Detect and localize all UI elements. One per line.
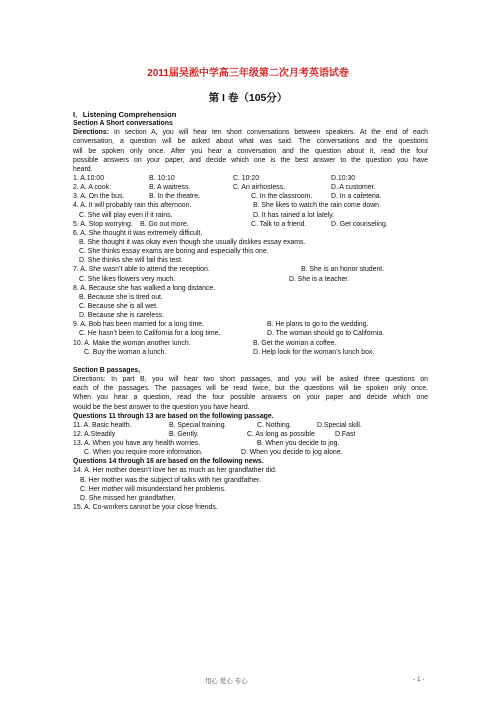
option-a: 9. A. Bob has been married for a long time. — [73, 321, 204, 329]
option-c: C. Nothing. — [257, 421, 292, 429]
option-a: 13. A. When you have any health worries. — [73, 440, 201, 448]
question-6-option: B. She thought it was okay even though she usually dislikes essay exams. — [79, 238, 306, 246]
section-b-directions-line: each of the passages. The passages will be read twice, but the questions will be spoken only once. — [73, 385, 428, 393]
question-10-cont — [73, 348, 428, 357]
question-10 — [73, 339, 428, 348]
question-14-option: C. Her mother will misunderstand her problems. — [80, 485, 226, 493]
option-c: C. He hasn’t been to California for a long time. — [79, 330, 221, 338]
option-c: C. She will play even if it rains. — [79, 211, 173, 219]
option-a: 12. A.Steadily — [73, 430, 116, 438]
option-d: D. A customer. — [331, 184, 376, 192]
option-b: B. In the theatre. — [149, 193, 200, 201]
part-heading: 第 I 卷（105分） — [208, 92, 288, 104]
option-d: D. In a cafeteria. — [331, 193, 382, 201]
option-b: B. He plans to go to the wedding. — [267, 321, 369, 329]
section-a-heading: Section A Short conversations — [73, 120, 173, 128]
section-a-directions-line: heard. — [73, 165, 93, 173]
option-a: 4. A. It will probably rain this afternoon. — [73, 202, 192, 210]
section-b-directions-line: When you hear a question, read the four possible answers on your paper and decide which one — [73, 394, 428, 402]
option-d: D. When you decide to jog alone. — [241, 449, 343, 457]
question-6-option: C. She thinks essay exams are boring and especially this one. — [79, 248, 269, 256]
option-d: D. Get counseling. — [331, 220, 388, 228]
spacer — [73, 357, 428, 366]
section-a-directions-line: Directions: In section A, you will hear ten short conversations between speakers. At the end of each — [73, 129, 428, 137]
question-4 — [73, 201, 428, 210]
listening-heading: I．Listening Comprehension — [73, 110, 177, 119]
option-b: B. Go out more. — [140, 220, 189, 228]
option-b: B. Special training. — [169, 421, 227, 429]
document-body — [73, 110, 428, 512]
question-14-option: D. She missed her grandfather. — [80, 494, 176, 502]
question-13-cont — [73, 448, 428, 457]
question-7 — [73, 265, 428, 274]
question-6-option: D. She thinks she will fail this test. — [79, 257, 183, 265]
question-14-option: B. Her mother was the subject of talks with her grandfather. — [80, 476, 261, 484]
option-c: C. As long as possible — [247, 430, 315, 438]
option-a: 11. A. Basic health. — [73, 421, 132, 429]
option-b: B. She likes to watch the rain come down — [253, 202, 380, 210]
option-c: C. When you require more information. — [84, 449, 203, 457]
question-9 — [73, 320, 428, 329]
question-6: 6. A. She thought it was extremely difficult. — [73, 229, 203, 237]
section-b-heading: Section B passages, — [73, 366, 141, 374]
option-a: 7. A. She wasn’t able to attend the reception. — [73, 266, 210, 274]
option-a: 10. A. Make the woman another lunch. — [73, 339, 191, 347]
option-d: D. It has rained a lot lately. — [253, 211, 335, 219]
section-a-directions-line: conversation, a question will be asked about what was said. The conversations and the questions — [73, 138, 428, 146]
question-8: 8. A. Because she has walked a long distance. — [73, 284, 216, 292]
question-8-option: D. Because she is careless. — [79, 312, 165, 320]
option-d: D.Special skill. — [317, 421, 362, 429]
option-d: D.10:30 — [331, 174, 356, 182]
question-group-heading: Questions 11 through 13 are based on the following passage. — [73, 412, 274, 420]
document-title: 2011届吴淞中学高三年级第二次月考英语试卷 — [147, 68, 349, 79]
directions-label: Directions: — [73, 129, 109, 137]
section-a-directions-line: possible answers on your paper, and decide which one is the best answer to the question you have — [73, 156, 428, 164]
page-number: - 1 - — [413, 676, 425, 683]
option-d: D. The woman should go to California. — [267, 330, 385, 338]
footer-motto: 用心 爱心 专心 — [205, 678, 248, 685]
section-b-directions-line: Directions: In part B, you will hear two short passages, and you will be asked three questions on — [73, 376, 428, 384]
section-b-directions-line: would be the best answer to the question you have heard. — [73, 403, 250, 411]
option-b: B. 10:10 — [149, 174, 175, 182]
option-d: D. She is a teacher. — [289, 275, 350, 283]
section-a-directions-line: will be spoken only once. After you hear a conversation and the question about it, read the four — [73, 147, 428, 155]
option-c: C. Buy the woman a lunch. — [84, 348, 167, 356]
option-d: D. Help look for the woman’s lunch box. — [253, 348, 375, 356]
question-4-cont — [73, 211, 428, 220]
question-8-option: B. Because she is tired out. — [79, 293, 163, 301]
question-13 — [73, 439, 428, 448]
question-12 — [73, 430, 428, 439]
question-15: 15. A. Co-workers cannot be your close friends. — [73, 504, 218, 512]
option-a: 2. A. A cook. — [73, 184, 111, 192]
option-c: C. An airhostess. — [233, 184, 286, 192]
option-c: C. She likes flowers very much. — [79, 275, 176, 283]
option-a: 3. A. On the bus. — [73, 193, 125, 201]
option-b: B. She is an honor student. — [301, 266, 385, 274]
option-c: C. 10:20 — [233, 174, 260, 182]
option-b: B. Gently. — [169, 430, 199, 438]
question-9-cont — [73, 329, 428, 338]
option-c: C. In the classroom. — [251, 193, 313, 201]
option-a: 1. A.10:00 — [73, 174, 105, 182]
option-d: D.Fast — [335, 430, 356, 438]
option-a: 5. A. Stop worrying. — [73, 220, 133, 228]
question-5 — [73, 220, 428, 229]
option-b: B. Get the woman a coffee. — [253, 339, 337, 347]
question-1 — [73, 174, 428, 183]
question-14: 14. A. Her mother doesn’t love her as much as her grandfather did. — [73, 467, 277, 475]
option-b: B. When you decide to jog. — [257, 440, 340, 448]
question-2 — [73, 183, 428, 192]
question-7-cont — [73, 275, 428, 284]
question-11 — [73, 421, 428, 430]
option-c: C. Talk to a friend. — [251, 220, 307, 228]
question-8-option: C. Because she is all wet. — [79, 302, 158, 310]
question-3 — [73, 192, 428, 201]
question-group-heading: Questions 14 through 16 are based on the following news. — [73, 458, 264, 466]
option-b: B. A waitress. — [149, 184, 191, 192]
